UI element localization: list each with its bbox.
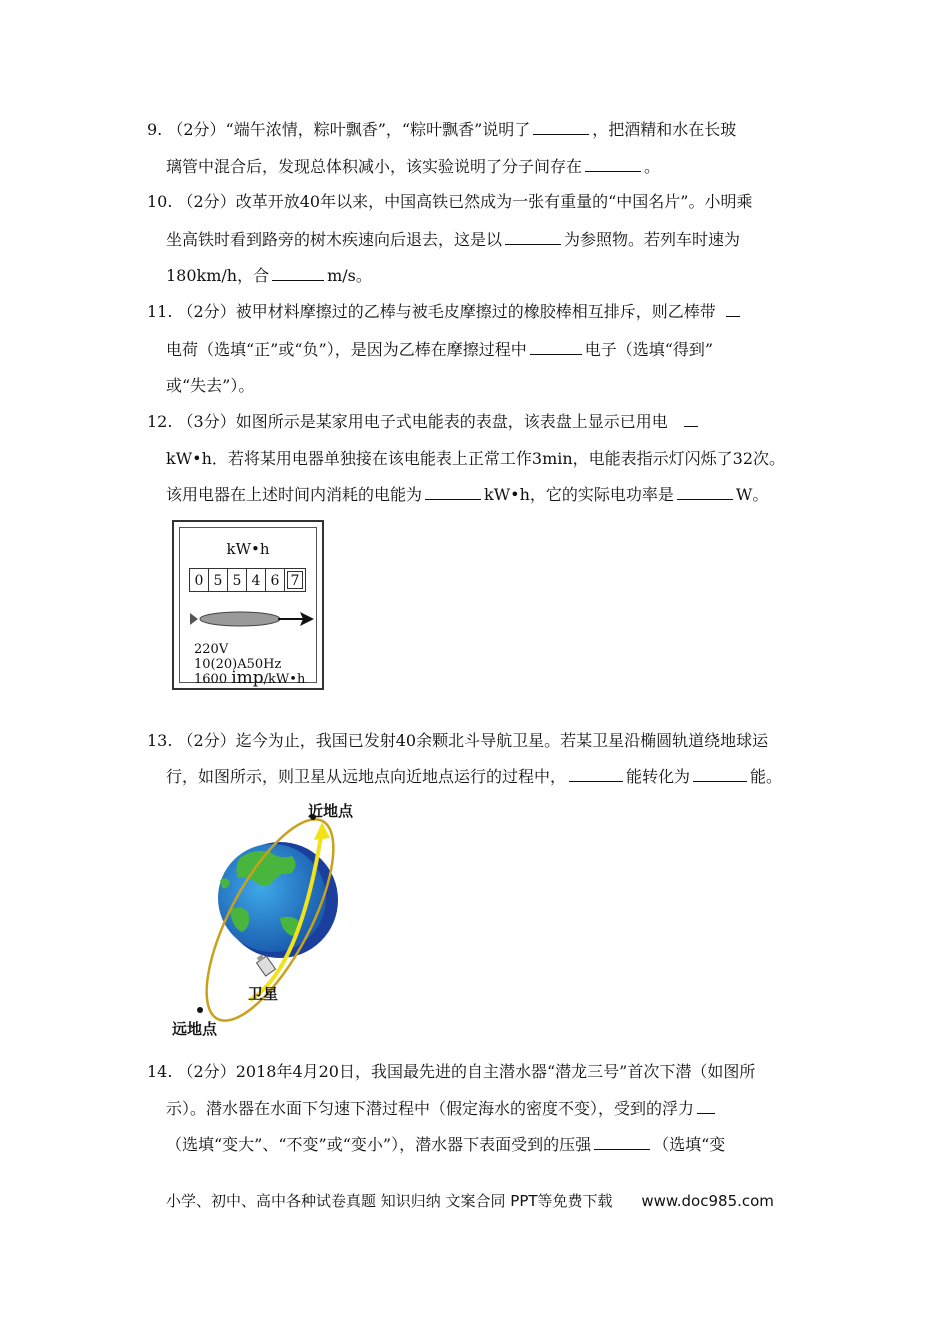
answer-blank[interactable] (594, 1133, 650, 1150)
q13-line1: 13. （2分）迄今为止，我国已发射40余颗北斗导航卫星。若某卫星沿椭圆轨道绕地球运 (147, 731, 769, 750)
footer-url[interactable]: www.doc985.com (641, 1192, 774, 1210)
q11-line2: 电荷（选填“正”或“负”），是因为乙棒在摩擦过程中 电子（选填“得到” (166, 340, 714, 359)
q9-line1: 9. （2分）“端午浓情，粽叶飘香”，“粽叶飘香”说明了 ，把酒精和水在长玻 (147, 120, 737, 139)
q10-line2: 坐高铁时看到路旁的树木疾速向后退去，这是以 为参照物。若列车时速为 (166, 230, 741, 249)
answer-blank[interactable] (677, 483, 733, 500)
q10-line1: 10. （2分）改革开放40年以来，中国高铁已然成为一张有重量的“中国名片”。小明乘 (147, 192, 753, 211)
apogee-label: 远地点 (172, 1020, 218, 1038)
satellite-label: 卫星 (248, 985, 279, 1003)
energy-meter-figure (172, 520, 324, 690)
q14-number: 14. (147, 1062, 173, 1081)
q9-line2: 璃管中混合后，发现总体积减小，该实验说明了分子间存在 。 (166, 157, 661, 176)
meter-arrow-icon (190, 606, 318, 632)
meter-panel (179, 527, 317, 688)
q12-line3: 该用电器在上述时间内消耗的电能为 kW•h，它的实际电功率是 W。 (166, 485, 769, 504)
answer-blank[interactable] (697, 1097, 715, 1114)
q13-number: 13. (147, 731, 173, 750)
q9-number: 9. (147, 120, 163, 139)
footer-text: 小学、初中、高中各种试卷真题 知识归纳 文案合同 PPT等免费下载 (166, 1192, 613, 1210)
meter-digit: 0 (189, 568, 209, 592)
meter-digit: 4 (246, 568, 266, 592)
meter-digit: 5 (227, 568, 247, 592)
page-footer (166, 1190, 774, 1211)
meter-impulse-constant: 1600 imp/kW•h (194, 668, 306, 688)
q12-line1: 12. （3分）如图所示是某家用电子式电能表的表盘，该表盘上显示已用电 (147, 410, 701, 434)
q12-number: 12. (147, 412, 173, 431)
meter-digit: 5 (208, 568, 228, 592)
answer-blank[interactable] (585, 155, 641, 172)
meter-digit: 6 (265, 568, 285, 592)
q14-line1: 14. （2分）2018年4月20日，我国最先进的自主潜水器“潜龙三号”首次下潜（如图所 (147, 1062, 756, 1081)
answer-blank[interactable] (533, 118, 589, 135)
q10-line3: 180km/h，合 m/s。 (166, 266, 372, 285)
q11-line1: 11. （2分）被甲材料摩擦过的乙棒与被毛皮摩擦过的橡胶棒相互排斥，则乙棒带 (147, 300, 743, 324)
answer-blank[interactable] (569, 765, 623, 782)
perigee-label: 近地点 (308, 802, 354, 820)
answer-blank[interactable] (530, 338, 582, 355)
answer-blank[interactable] (272, 264, 324, 281)
q14-line3: （选填“变大”、“不变”或“变小”），潜水器下表面受到的压强 （选填“变 (166, 1135, 726, 1154)
answer-blank[interactable] (684, 410, 698, 427)
apogee-point (197, 1007, 203, 1013)
q11-number: 11. (147, 302, 173, 321)
q14-line2: 示）。潜水器在水面下匀速下潜过程中（假定海水的密度不变），受到的浮力 (166, 1097, 718, 1121)
meter-unit-label: kW•h (226, 540, 270, 558)
meter-spec: 220V 10(20)A50Hz (194, 642, 282, 672)
q12-line2: kW•h．若将某用电器单独接在该电能表上正常工作3min，电能表指示灯闪烁了32次。 (166, 449, 786, 468)
q13-line2: 行，如图所示，则卫星从远地点向近地点运行的过程中， 能转化为 能。 (166, 767, 783, 786)
answer-blank[interactable] (425, 483, 481, 500)
satellite-orbit-figure (160, 800, 360, 1040)
meter-digit: 7 (284, 568, 306, 592)
q11-line3: 或“失去”）。 (166, 376, 255, 395)
q10-number: 10. (147, 192, 173, 211)
meter-digits (190, 568, 306, 592)
answer-blank[interactable] (726, 300, 740, 317)
answer-blank[interactable] (693, 765, 747, 782)
answer-blank[interactable] (505, 228, 561, 245)
